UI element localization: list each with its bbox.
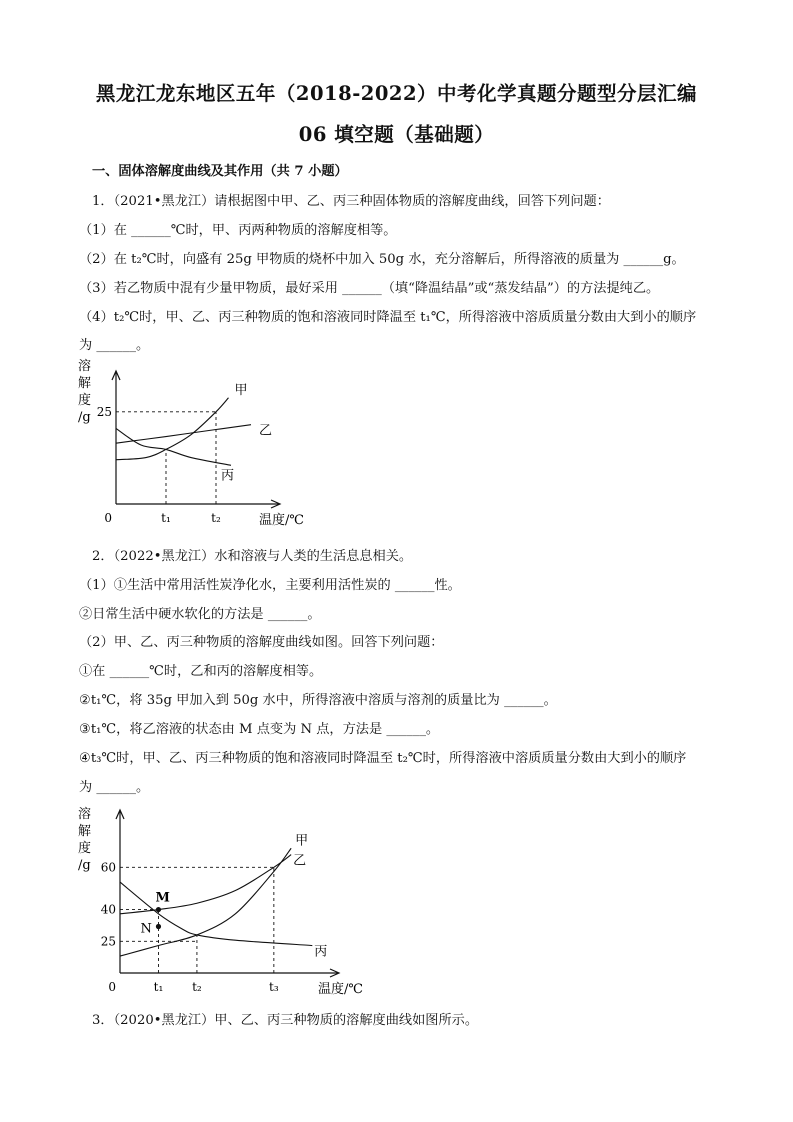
y-axis-label: 溶 [78, 807, 92, 822]
q3-stem: 3．（2020•黑龙江）甲、乙、丙三种物质的溶解度曲线如图所示。 [92, 1013, 479, 1028]
y-axis-label: 溶 [78, 359, 92, 374]
series-label: 丙 [314, 944, 328, 960]
x-tick-label: t₂ [192, 980, 202, 994]
solubility-chart-1 [70, 352, 304, 532]
data-point-n [156, 924, 161, 929]
solubility-chart-2 [70, 800, 363, 1000]
origin-label: 0 [108, 980, 116, 994]
series-line-2 [120, 855, 291, 914]
y-tick-label: 25 [100, 934, 116, 949]
series-label: 丙 [221, 468, 235, 484]
y-axis-label: 度 [78, 841, 92, 856]
q2-part3-4-cont: 为 ______。 [79, 780, 150, 795]
q1-part4: （4）t₂℃时，甲、乙、丙三种物质的饱和溶液同时降温至 t₁℃，所得溶液中溶质质量分数由大到小的顺序 [79, 310, 697, 325]
series-label: 甲 [234, 382, 248, 398]
q1-part4-cont: 为 ______。 [79, 338, 150, 353]
data-point-m [156, 907, 161, 912]
y-tick-label: 40 [100, 902, 116, 917]
series-label: 乙 [259, 423, 273, 439]
section-heading: 一、固体溶解度曲线及其作用（共 7 小题） [92, 164, 348, 179]
y-tick-label: 60 [100, 860, 116, 875]
q2-part1: （1）①生活中常用活性炭净化水，主要利用活性炭的 ______性。 [79, 578, 461, 593]
series-label: 甲 [295, 833, 309, 849]
x-axis-label: 温度/℃ [318, 982, 363, 997]
q2-part3-4: ④t₃℃时，甲、乙、丙三种物质的饱和溶液同时降温至 t₂℃时，所得溶液中溶质质量分数由大到小的顺序 [79, 751, 687, 766]
y-axis-label: /g [78, 410, 91, 425]
q2-part3-2: ②t₁℃，将 35g 甲加入到 50g 水中，所得溶液中溶质与溶剂的质量比为 ______。 [79, 693, 557, 708]
series-line-2 [116, 425, 251, 443]
q2-part3-1: ①在 ______℃时，乙和丙的溶解度相等。 [79, 664, 323, 679]
q2-stem: 2．（2022•黑龙江）水和溶液与人类的生活息息相关。 [92, 549, 413, 564]
q2-part3: （2）甲、乙、丙三种物质的溶解度曲线如图。回答下列问题： [79, 635, 444, 650]
x-tick-label: t₃ [269, 980, 279, 994]
q1-part3: （3）若乙物质中混有少量甲物质，最好采用 ______（填“降温结晶”或“蒸发结晶”）的方法提纯乙。 [79, 281, 660, 296]
q2-part2: ②日常生活中硬水软化的方法是 ______。 [79, 607, 321, 622]
q1-part2: （2）在 t₂℃时，向盛有 25g 甲物质的烧杯中加入 50g 水，充分溶解后，所得溶液的质量为 ______g。 [79, 252, 685, 267]
q1-stem: 1．（2021•黑龙江）请根据图中甲、乙、丙三种固体物质的溶解度曲线，回答下列问题： [92, 194, 610, 209]
x-tick-label: t₁ [153, 980, 164, 994]
y-axis-label: /g [78, 858, 91, 873]
point-label: N [140, 921, 152, 937]
x-tick-label: t₂ [211, 511, 221, 525]
series-line-1 [116, 398, 229, 460]
y-axis-label: 解 [78, 824, 92, 839]
y-axis-label: 解 [78, 376, 92, 391]
point-label: M [155, 890, 170, 906]
origin-label: 0 [104, 511, 112, 525]
x-tick-label: t₁ [161, 511, 171, 525]
q2-part3-3: ③t₁℃，将乙溶液的状态由 M 点变为 N 点，方法是 ______。 [79, 722, 440, 737]
series-line-1 [120, 848, 291, 956]
y-tick-label: 25 [96, 404, 112, 419]
y-axis-label: 度 [78, 393, 92, 408]
page-title: 黑龙江龙东地区五年（2018-2022）中考化学真题分题型分层汇编 [95, 82, 698, 105]
series-label: 乙 [293, 853, 307, 869]
series-line-3 [116, 428, 231, 465]
page-subtitle: 06 填空题（基础题） [298, 123, 495, 146]
q1-part1: （1）在 ______℃时，甲、丙两种物质的溶解度相等。 [79, 223, 397, 238]
x-axis-label: 温度/℃ [259, 513, 304, 528]
